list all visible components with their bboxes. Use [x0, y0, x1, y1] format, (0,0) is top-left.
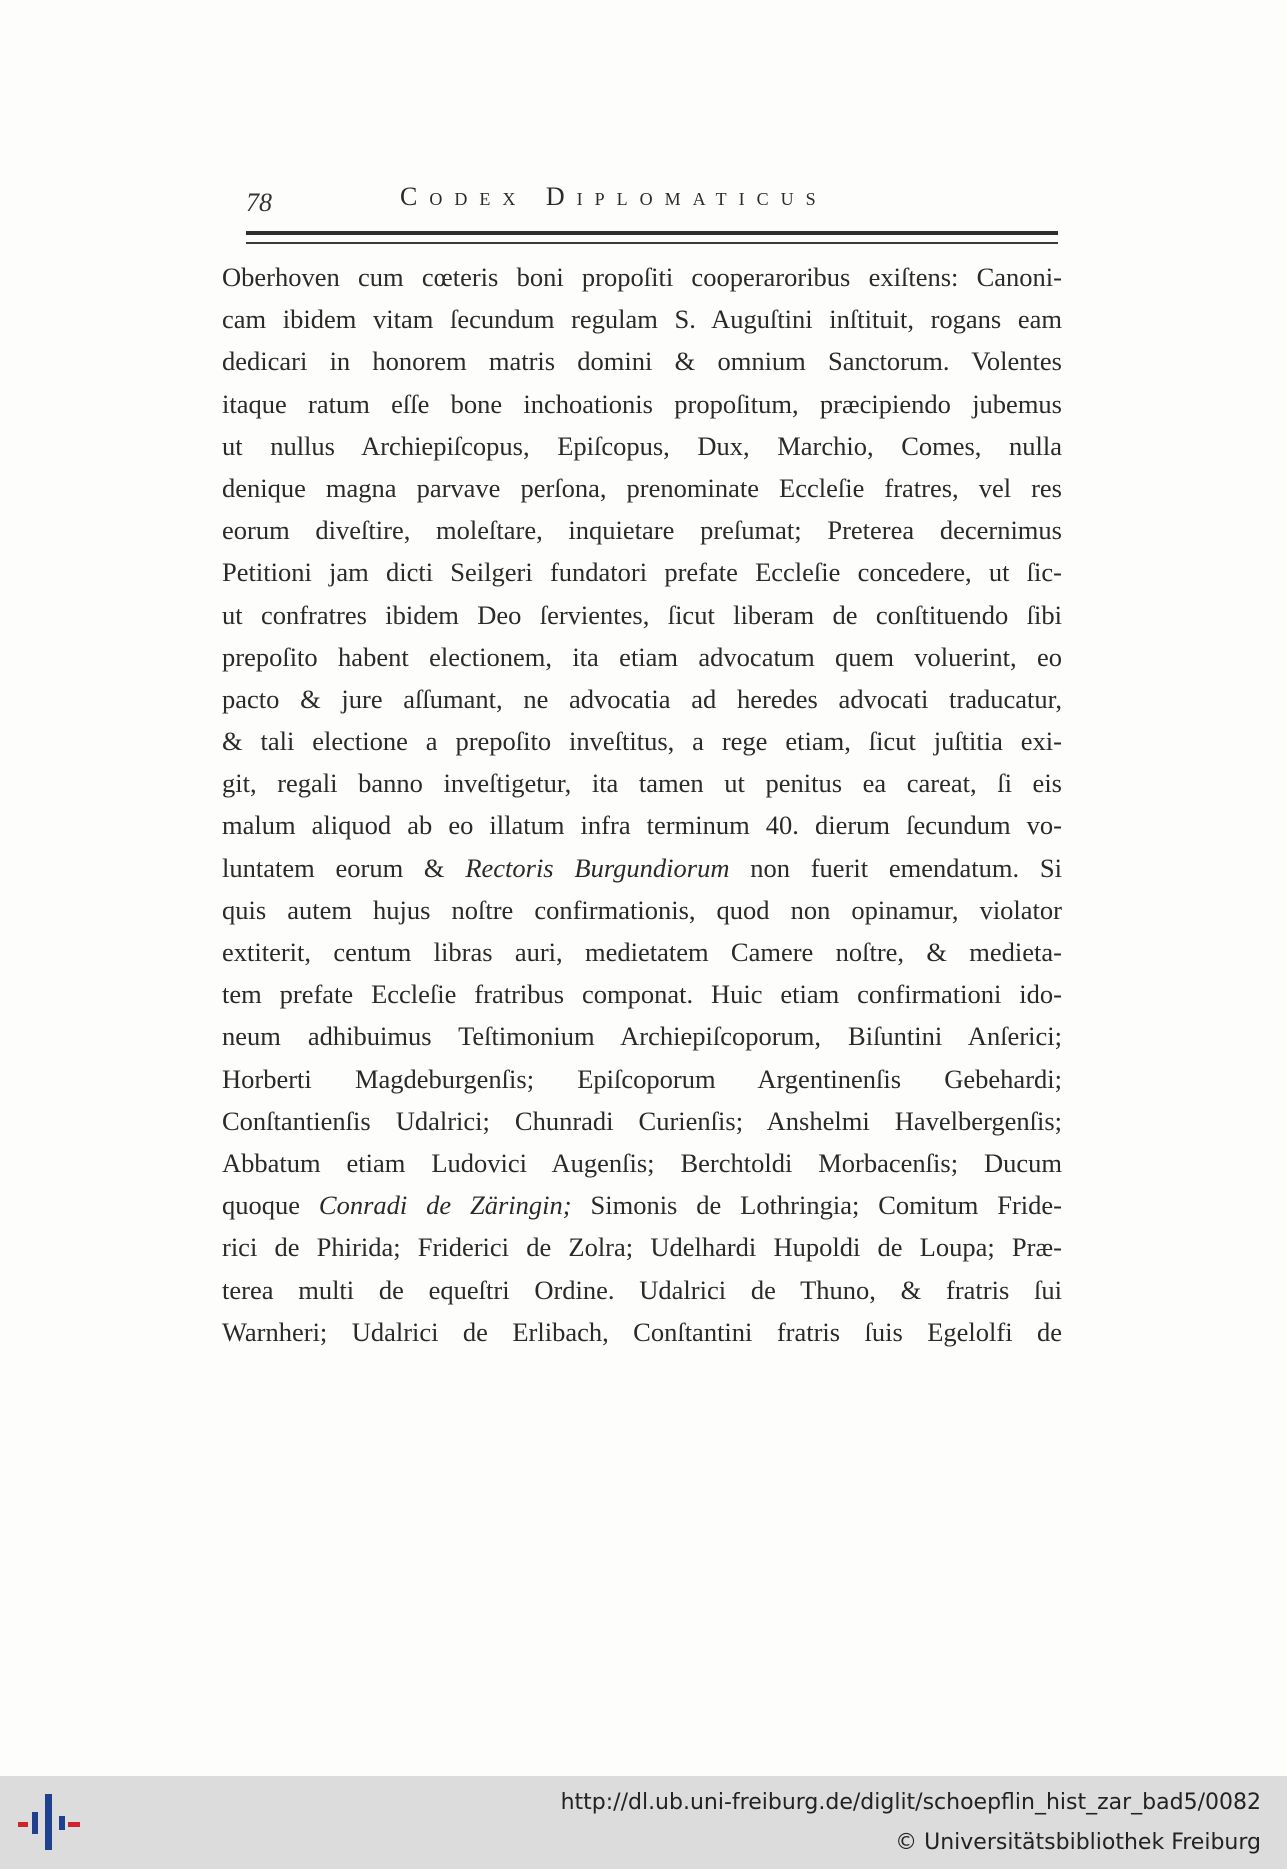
- text-segment: luntatem eorum &: [222, 852, 466, 883]
- text-line: [222, 889, 1062, 931]
- text-line: [222, 340, 1062, 382]
- text-segment: Conſtantienſis Udalrici; Chunradi Curienſis; Anshelmi Havelbergenſis;: [222, 1105, 1062, 1136]
- italic-segment: Rectoris Burgundiorum: [465, 852, 730, 883]
- text-segment: tem prefate Eccleſie fratribus componat. Huic etiam confirmationi ido-: [222, 979, 1062, 1010]
- text-line: [222, 762, 1062, 804]
- text-line: [222, 1142, 1062, 1184]
- text-segment: itaque ratum eſſe bone inchoationis propoſitum, præcipiendo jubemus: [222, 388, 1062, 419]
- text-segment: rici de Phirida; Friderici de Zolra; Udelhardi Hupoldi de Loupa; Præ-: [222, 1232, 1062, 1263]
- text-line: [222, 1184, 1062, 1226]
- text-line: [222, 594, 1062, 636]
- text-segment: Petitioni jam dicti Seilgeri fundatori prefate Eccleſie concedere, ut ſic-: [222, 557, 1062, 588]
- footer-bar: [0, 1776, 1287, 1869]
- header-rule-thin: [246, 242, 1058, 244]
- text-line: [222, 1226, 1062, 1268]
- text-line: [222, 636, 1062, 678]
- text-line: [222, 1015, 1062, 1057]
- text-segment: ut nullus Archiepiſcopus, Epiſcopus, Dux, Marchio, Comes, nulla: [222, 430, 1062, 461]
- body-text: [222, 256, 1062, 1353]
- text-line: [222, 1311, 1062, 1353]
- text-segment: non fuerit emendatum. Si: [729, 852, 1062, 883]
- text-line: [222, 256, 1062, 298]
- running-title: Codex Diplomaticus: [400, 182, 828, 211]
- text-segment: terea multi de equeſtri Ordine. Udalrici de Thuno, & fratris ſui: [222, 1274, 1062, 1305]
- text-segment: ut confratres ibidem Deo ſervientes, ſicut liberam de conſtituendo ſibi: [222, 599, 1062, 630]
- text-segment: Horberti Magdeburgenſis; Epiſcoporum Argentinenſis Gebehardi;: [222, 1063, 1062, 1094]
- text-line: [222, 931, 1062, 973]
- text-line: [222, 298, 1062, 340]
- text-line: [222, 467, 1062, 509]
- text-segment: pacto & jure aſſumant, ne advocatia ad heredes advocati traducatur,: [222, 683, 1062, 714]
- text-line: [222, 425, 1062, 467]
- text-line: [222, 804, 1062, 846]
- page-number: 78: [246, 188, 272, 217]
- text-line: [222, 551, 1062, 593]
- text-line: [222, 1100, 1062, 1142]
- text-segment: denique magna parvave perſona, prenominate Eccleſie fratres, vel res: [222, 472, 1062, 503]
- text-line: [222, 1269, 1062, 1311]
- text-line: [222, 1058, 1062, 1100]
- italic-segment: Conradi de Zäringin;: [318, 1190, 572, 1221]
- text-line: [222, 847, 1062, 889]
- header-rule-thick: [246, 231, 1058, 235]
- text-line: [222, 383, 1062, 425]
- text-line: [222, 720, 1062, 762]
- text-segment: & tali electione a prepoſito inveſtitus, a rege etiam, ſicut juſtitia exi-: [222, 726, 1062, 757]
- text-segment: prepoſito habent electionem, ita etiam advocatum quem voluerint, eo: [222, 641, 1062, 672]
- text-segment: Warnheri; Udalrici de Erlibach, Conſtantini fratris ſuis Egelolfi de: [222, 1316, 1062, 1347]
- footer-copyright: © Universitätsbibliothek Freiburg: [895, 1830, 1261, 1855]
- ub-freiburg-logo-icon[interactable]: [16, 1792, 82, 1852]
- text-segment: cam ibidem vitam ſecundum regulam S. Auguſtini inſtituit, rogans eam: [222, 304, 1062, 335]
- text-segment: neum adhibuimus Teſtimonium Archiepiſcoporum, Biſuntini Anſerici;: [222, 1021, 1062, 1052]
- text-line: [222, 678, 1062, 720]
- text-line: [222, 973, 1062, 1015]
- text-segment: Oberhoven cum cœteris boni propoſiti cooperaroribus exiſtens: Canoni-: [222, 262, 1062, 292]
- text-segment: Simonis de Lothringia; Comitum Fride-: [571, 1190, 1062, 1221]
- text-segment: eorum diveſtire, moleſtare, inquietare preſumat; Preterea decernimus: [222, 515, 1062, 546]
- text-segment: quoque: [222, 1190, 319, 1221]
- text-segment: quis autem hujus noſtre confirmationis, quod non opinamur, violator: [222, 894, 1062, 925]
- text-segment: extiterit, centum libras auri, medietatem Camere noſtre, & medieta-: [222, 937, 1062, 967]
- text-segment: Abbatum etiam Ludovici Augenſis; Berchtoldi Morbacenſis; Ducum: [222, 1147, 1062, 1178]
- text-segment: dedicari in honorem matris domini & omnium Sanctorum. Volentes: [222, 346, 1062, 377]
- text-segment: malum aliquod ab eo illatum infra terminum 40. dierum ſecundum vo-: [222, 810, 1062, 841]
- footer-url-link[interactable]: http://dl.ub.uni-freiburg.de/diglit/schoepflin_hist_zar_bad5/0082: [560, 1790, 1261, 1815]
- text-segment: git, regali banno inveſtigetur, ita tamen ut penitus ea careat, ſi eis: [222, 768, 1062, 799]
- text-line: [222, 509, 1062, 551]
